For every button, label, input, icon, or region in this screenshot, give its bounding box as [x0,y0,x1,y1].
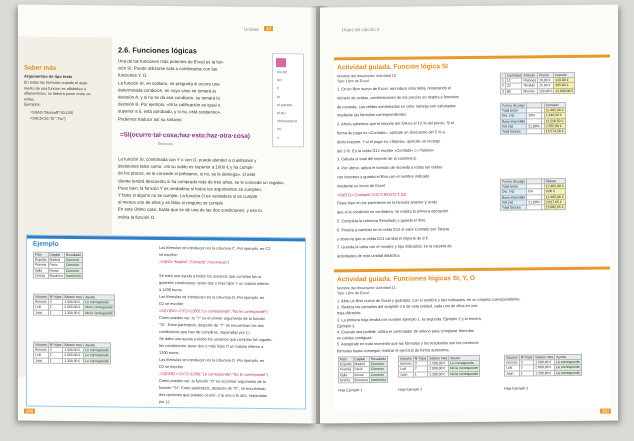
table-cell: Le corresponde [556,365,580,370]
table-cell: Salario mes [429,356,448,361]
table-cell: Juan [505,371,520,376]
table-cell: No le corresponde [85,310,113,316]
saber-mas-title: Saber más [24,64,57,72]
table-cell: 12.000,00 € [555,88,574,93]
table-cell: 13.574,39 € [545,129,564,134]
table-cell: 15,00 € [538,83,554,88]
text-line: Y [277,135,280,140]
hoja-ejemplo-3 [504,354,582,377]
text-line: La función SI, combinada con Y o con O, puede atender a cuestiones y [118,156,257,163]
table-cell: 2.000,00 € [63,305,84,310]
table-cell: Le corresponde [449,361,480,367]
table-cell: Roma [48,268,64,273]
function-list-panel [272,53,304,147]
table-cell: Francia [340,367,352,372]
table-cell: 11.218,50 € [545,118,564,123]
text-line: 5. Asegúrate en todo momento que las fórmulas y los resultados son los correctos [337,340,479,347]
text-line: decisión A, y si no se da esa condición, se tomará la [118,94,220,101]
table-cell: Tarjeta [544,178,565,183]
table-cell: Antonio [35,347,47,353]
table-row [501,204,566,210]
text-line: Como puedes ver, la función "O" es el primer argumento de la [159,377,266,385]
table-cell: Total bruto [501,184,527,189]
text-line: al menos uno de ellos y es falso si ninguno se cumple [118,199,223,206]
table-cell: 2 [48,305,63,310]
table-cell: Correcto [369,367,387,372]
table-cell: Antonio [400,361,412,367]
table-cell: Forma de pago [502,179,525,184]
table-cell: París [48,263,64,268]
table-cell: Luis [399,366,414,371]
table-row [399,371,480,377]
text-line: 1200 euros. [159,349,180,356]
table-cell: Grecia [34,273,49,278]
table-cell: 150,00 € [539,88,553,93]
text-line: En este último caso, basta que se dé una de las dos condiciones, y eso lo [118,206,262,214]
activity-1-summary-2 [500,178,566,211]
table-cell: Correcto [64,258,82,263]
text-line: Y falso si alguno no se cumple. La función O es verdadera si se cumple [118,192,258,199]
table-cell: Dto. (%) [501,189,527,194]
text-line: En todas las fórmulas cuando el argu- [24,80,88,86]
table-cell: Incorrecto [370,377,386,382]
table-row [339,377,388,383]
table-cell: 3 [48,347,63,352]
activity-1-summary [500,102,566,135]
table-cell: Italia [34,268,49,273]
page-number-right: 267 [602,408,610,414]
table-cell: 1.500,00 € [63,348,84,353]
example-table-2 [33,294,115,317]
text-line: 1. Abre un libro nuevo de Excel y guárdalo, con el nombre y tipo indicados, en su carpeta correspondiente. [337,296,521,304]
table-cell: Precio [538,73,554,78]
text-line: que si la condición es verdadera, se realiza la primera operación. [337,208,450,215]
table-cell: Salario mes [64,295,83,300]
table-cell: 2 [48,353,63,358]
activity-2-type: Tipo: Libro de Excel. [337,291,370,296]
table-cell: Ratones [523,78,537,83]
table-cell: Resultado [65,253,82,258]
table-cell: Usuario [506,355,518,360]
text-line: =SI(C5<20;"Sí";"No") [30,116,66,121]
text-line: Como puedes ver, la "Y" es el primer argumento de la función [159,314,266,322]
table-cell: París [353,367,369,372]
table-cell: Teclado [522,83,538,88]
table-cell: Grecia [339,377,354,382]
activity-2-title: Actividad guiada. Funciones lógicas SI, Y, O [337,274,476,284]
table-cell: 2.000,00 € [534,365,555,370]
table-cell: Correcto [369,372,387,377]
text-line: número de celdas, combinaciones de los precios en negrita y formatos [337,93,459,101]
table-cell: Artículo [522,73,538,78]
text-line: Podemos traducir así su sintaxis: [118,116,183,122]
table-row [34,310,115,316]
table-cell: 1 [413,371,428,376]
table-cell: 12.465,00 € [545,194,564,199]
table-cell: 10% [527,113,542,118]
table-cell: Incorrecto [65,273,81,278]
open-book [18,6,618,428]
text-line: "SI". Entre paréntesis, después de "Y" se encuentran las dos [159,321,264,329]
table-cell: Ayuda [84,295,115,301]
table-cell [527,205,542,210]
table-cell: 1 [502,78,504,83]
table-cell: País [34,252,49,257]
activity-1-table [500,72,575,95]
table-row [34,358,111,364]
page-number-left: 266 [26,408,34,414]
text-line: do los plazos, se le concede el préstamo, si no, se le deniega». O este [118,170,256,178]
section-title: 2.6. Funciones lógicas [118,45,197,56]
table-cell: Total bruto [501,108,527,113]
text-line: superior a 5, está aprobado, y si no, está suspenso». [118,108,222,115]
table-cell: Dto. (%) [501,113,527,118]
text-line: de moneda. Las celdas sombreadas en color naranja son calculadas [337,102,456,109]
table-cell: 21,00% [528,124,540,129]
text-line: guientes condiciones: tener dos o más hijos Y un salario inferior [159,279,269,287]
table-cell: 2.617,65 € [544,199,565,204]
table-cell: 3 [48,299,63,304]
text-line: dicho importe. Y si el pago es «Tarjeta», aplícale un recargo [337,138,441,145]
table-cell: IVA (%) [501,200,527,205]
text-line: forma de pago es «Contado», aplícale un descuento del 5 % a [337,129,445,136]
text-line: =SI(B2="Madrid";"Correcto";"Incorrecto") [159,258,230,265]
table-cell: 12.465,00 € [545,108,564,113]
text-line: mediante un icono de Excel. [337,182,386,189]
text-line: D2 se escribe: [159,363,184,370]
table-cell: Italia [339,372,354,377]
table-cell: Correcto [369,362,387,367]
table-cell: 21,00% [528,200,540,205]
text-line: con importes y guarda el libro con el nombre indicado [337,173,430,180]
text-line: O [277,86,280,91]
table-cell: Ayuda [449,355,480,361]
right-page [320,4,618,423]
text-line: 4. Por último, aplica el formato de moneda a todas las celdas [337,164,443,171]
table-cell: 1.246,50 € [544,113,565,118]
activity-1-docname: Nombre del documento: Actividad 10. [337,73,397,79]
table-cell: 2.000,00 € [428,366,449,371]
table-cell: Forma de pago [502,103,525,108]
hoja-ejemplo-1-label: Hoja Ejemplo 1 [338,388,363,393]
table-cell: 3 [519,360,534,365]
hoja-ejemplo-1 [338,356,388,383]
table-row [501,128,566,134]
text-line: VERDADERO [277,119,298,124]
hoja-ejemplo-2-label: Hoja Ejemplo 2 [398,387,423,392]
table-cell: Bucarest [354,377,368,383]
text-line: 2. Ahora sabemos que el importe del IVA es el 10 % del precio. Si el [337,120,455,127]
table-cell: No le corresponde [450,371,478,376]
formula-label: Entonces [158,141,173,147]
text-line: 7. Guarda la tabla con el nombre y tipo indicados, en la carpeta de [337,243,452,250]
table-cell: 0% [527,189,542,194]
table-row [505,370,582,376]
table-cell: Salario mes [64,343,83,348]
left-page [18,4,316,423]
table-cell: Le corresponde [85,358,109,364]
table-cell: Importe [554,72,575,77]
text-line: Se trata una ayuda a todos los usuarios que cumplan las si- [159,272,263,279]
unit-label: Unidad [244,26,259,32]
text-line: 6. Prueba a cambiar en la celda D12 el valor Contado por Tarjeta [337,226,449,233]
table-cell: Salario mes [535,355,554,360]
table-cell: Correcto [64,268,82,273]
text-line: Una de las funciones más potentes de Excel es la fun- [118,58,224,65]
function-icon [276,58,286,67]
table-cell: Antonio [506,360,518,365]
text-line: mediante las fórmulas correspondientes. [337,112,408,118]
table-cell: Resultado [370,356,387,362]
table-cell: Madrid [48,257,64,262]
table-cell: 2.355,89 € [544,123,565,128]
example-stripe [27,236,305,241]
table-cell: 1.200,00 € [428,371,449,376]
text-line: Ejemplos: [24,102,41,108]
text-line: funciones Y, O. [118,72,148,79]
table-cell: 1.500,00 € [534,360,555,365]
table-cell: Bucarest [49,273,63,278]
table-cell: 2 [502,84,504,89]
table-cell: Madrid [353,362,369,367]
right-header: Hojas de cálculo II [342,26,380,33]
text-line: y observa que la celda D13 cambia el importe de 8 €. [337,235,429,241]
table-cell: 1.500,00 € [63,300,84,305]
table-cell: 345,00 € [554,83,575,88]
text-line: 4. Cuando sea posible, utiliza el controlador de relleno para completar fórmulas [337,327,474,335]
text-line: 2. Realiza los ejemplos del epígrafe 2.6 de esta unidad, cada uno de ellos en una [337,303,478,310]
text-line: Las fórmulas se introducen en la columna D. Por ejemplo, en [159,293,265,301]
table-cell: Monitor [522,88,538,93]
example-table-3 [33,342,111,365]
table-cell: 3 [502,89,504,94]
table-cell: Juan [34,358,49,363]
table-cell: Usuario [35,342,47,347]
table-cell: IVA (%) [501,124,527,129]
text-line: mento de una función es alfabético o [24,86,87,91]
table-cell: 15.082,65 € [545,205,564,210]
table-cell: Roma [353,372,369,377]
table-cell: Juan [399,372,414,377]
table-cell: 3 [413,361,428,366]
text-line: millas. [24,97,35,102]
table-cell: Luis [34,304,49,309]
table-cell: 10,00 € [538,78,554,83]
table-cell: Luis [505,365,520,370]
text-line: por (;). [159,398,171,405]
table-cell: Correcto [64,263,82,268]
table-cell: Ayuda [555,354,582,359]
text-line: determinada condición, en cuyo caso se tomará la [118,87,216,94]
text-line: NO [277,78,282,83]
table-cell: Le corresponde [556,370,580,375]
table-cell: 1 [519,370,534,375]
saber-mas-subtitle: Argumentos de tipo texto [24,73,73,80]
activity-2-section [334,267,610,411]
text-line: decisión B. Por ejemplo, «Si la calificación es igual o [118,101,221,108]
table-cell: Antonio [35,299,47,305]
table-cell: Total factura [501,205,527,210]
text-line: 5. Completa la columna Resultado y guarda el libro. [337,217,427,224]
text-line: hoja diferente. [337,310,362,316]
text-line: =SI(A2="Monroff";50;150) [30,110,74,116]
text-line: se escribe: [159,251,178,258]
text-line: indica la función O. [118,214,156,220]
table-cell: 120,00 € [554,78,575,83]
text-line: Se daba una ayuda a todos los usuarios que cumplan las siguien- [159,335,273,343]
table-cell: 23 [505,83,522,88]
table-cell: 2 [519,365,534,370]
table-cell [527,129,542,134]
table-cell: Usuario [400,356,412,361]
table-cell: 2 [413,366,428,371]
table-cell: España [35,257,47,263]
table-cell: Nº hijos [520,355,533,360]
text-line: fórmulas hasta conseguir realizar el ejercicio de forma autónoma. [337,346,450,353]
text-line: dos opciones que pueden ocurrir, o la una o la otra, separadas [159,391,267,399]
unit-number: 10 [266,26,271,32]
text-line: SI.ERROR [277,102,293,108]
text-line: XO [277,127,282,132]
text-line: 3. La primera hoja tendrá por nombre Ejemplo 1, la segunda, Ejemplo 2 y la tercera, [337,315,482,322]
table-cell: 1.200,00 € [63,310,84,315]
formula-display: =SI(ocurre·tal·cosa;haz·esto;haz·otra·cosa) [120,131,250,140]
table-cell: 1.500,00 € [428,361,449,366]
text-line: ción SI. Puede utilizarse sola o combinarse con las [118,65,218,72]
table-cell: 0,00 € [544,189,565,194]
table-cell: Ayuda [84,343,111,348]
table-cell: No le corresponde [450,366,478,371]
text-line: alfanumérico, se deberá poner entre co- [24,91,92,97]
table-cell: Juan [34,310,49,315]
text-line: Ejemplo 3. [337,322,356,329]
table-cell: Base imponible [502,195,526,200]
table-cell: 12.465,00 € [545,184,564,189]
text-line: SI [277,94,281,99]
table-cell: Luis [34,352,49,357]
text-line: FALSO [277,70,288,75]
text-line: 3. Calcula el total del importe de la columna E. [337,155,418,162]
text-line: =SI(Y(B2>=2;C2<1200);"Le corresponde";"No le corresponde") [159,307,268,315]
hoja-ejemplo-2 [398,355,480,378]
text-line: D2 se escribe: [159,300,184,307]
text-line: =SI(O(B2>=2;C2<1200);"Le corresponde";"No le corresponde") [159,370,269,378]
activity-1-section [334,55,610,266]
text-line: función "SI". Entre paréntesis, después de "O", se encuentran [159,384,266,392]
activity-2-docname: Nombre del documento: Actividad 11. [337,285,397,291]
table-cell: País [339,357,354,362]
table-cell: 2.000,00 € [63,353,84,358]
text-line: Las fórmulas se introducen en la columna C. Por ejemplo, en C2 [159,244,271,252]
table-cell: Capital [353,357,369,362]
table-cell: Cantidad [506,73,521,78]
example-box [26,235,306,410]
table-cell: Capital [48,252,64,257]
text-line: actividades de esta unidad didáctica. [337,252,401,259]
text-line: 1. En un libro nuevo de Excel, reproduce esta tabla, respetando el [337,85,451,92]
table-cell: Total factura [501,129,527,134]
example-title: Ejemplo [33,240,59,248]
text-line: SI.ND [277,111,286,116]
table-cell: Francia [35,263,47,268]
activity-1-type: Tipo: Libro de Excel. [337,79,370,84]
table-cell: 80 [505,89,522,94]
table-cell: Nº hijos [49,294,62,299]
table-cell: Nº hijos [49,342,62,347]
table-cell: Le corresponde [84,300,115,306]
text-line: condiciones que han de cumplirse, separadas por (;). [159,328,251,335]
text-line: tes condiciones: tener dos o más hijos O un salario inferior a [159,342,264,350]
activity-1-title: Actividad guiada. Función lógica SI [337,63,449,72]
table-row [501,88,575,94]
table-cell: Usuario [35,294,47,299]
table-cell: Contado [544,102,565,107]
table-cell: No le corresponde [85,305,113,310]
text-line: cliente tendrá descuento si ha comprado más de tres artes, se le concede un regalo». [118,178,285,185]
table-cell: España [340,362,352,367]
text-line: del 3 %. En la celda D12 escribe «Contado» o «Tarjeta». [337,146,435,153]
text-line [159,266,301,267]
table-cell: 12 [505,78,522,83]
table-cell: Le corresponde [85,348,109,353]
table-cell: Base imponible [502,119,526,124]
table-cell: Le corresponde [85,353,109,358]
table-cell: 1.200,00 € [534,370,555,375]
table-cell: 1.200,00 € [63,358,84,363]
text-line: decisiones tales como: «Si su saldo es superior a 1000 € y ha cumpli- [118,163,254,171]
table-cell: Le corresponde [556,360,580,365]
hoja-ejemplo-3-label: Hoja Ejemplo 3 [504,386,529,391]
text-line: Fíjate bien en los paréntesis en la fórmula anterior y verás [337,199,438,206]
table-row [34,273,83,279]
text-line: =SI(D12="Contado";D11*0,95;D11*1,03) [337,191,407,197]
text-line: en celdas contiguas. [337,335,373,341]
table-cell: 1 [48,310,63,315]
text-line: Las fórmulas se introducen en la columna D. Por ejemplo, en [159,356,265,364]
text-line: La función SI, en solitario, se pregunta si ocurre una [118,80,220,87]
text-line: a 1200 euros. [159,286,183,293]
table-cell: Nº hijos [414,356,427,361]
table-cell: 1 [48,358,63,363]
example-table-1 [33,252,83,279]
text-line: Pues bien, la función Y es verdadera si todos los argumentos se cumplen. [118,185,263,192]
